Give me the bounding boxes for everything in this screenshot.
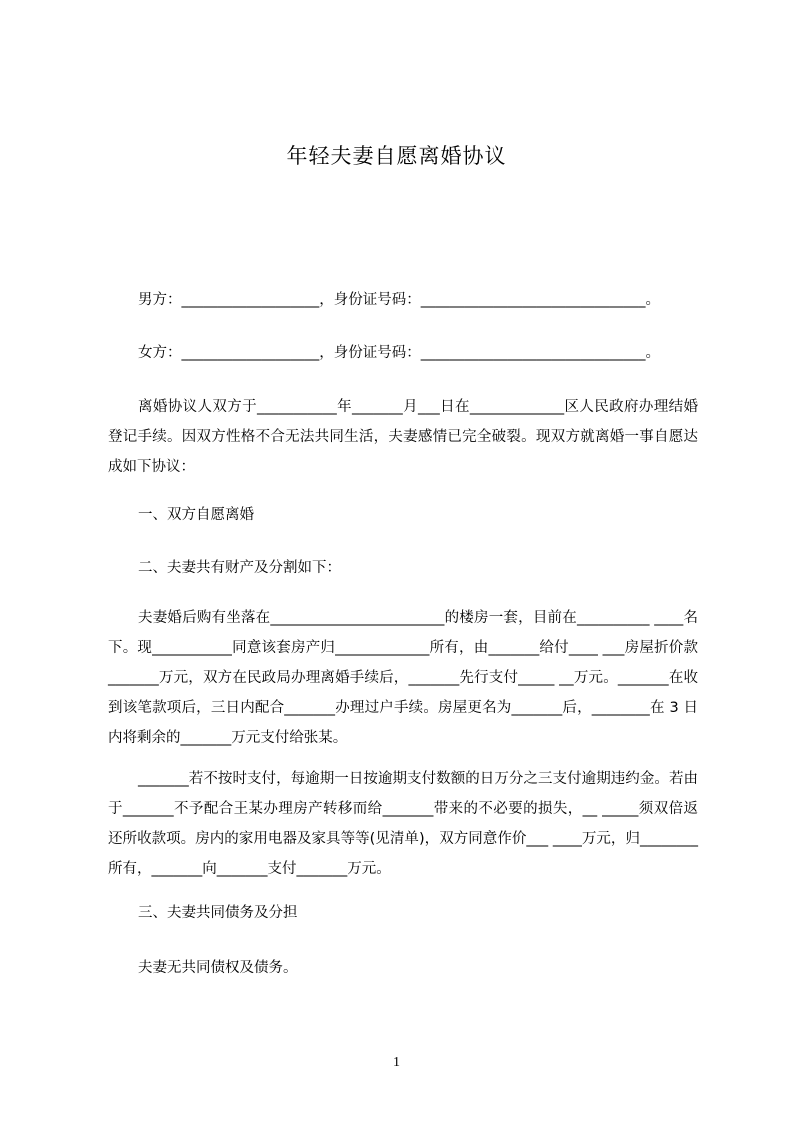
debt-paragraph: 夫妻无共同债权及债务。 xyxy=(138,960,298,976)
section-heading-2: 二、夫妻共有财产及分割如下： xyxy=(138,560,341,576)
penalty-paragraph: _______若不按时支付，每逾期一日按逾期支付数额的日万分之三支付逾期违约金。若由于_______不予配合王某办理房产转移而给_______带来的不必要的损失，__ _____须双倍返还所收款项。房内的家用电器及家具等等(见清单)，双方同意作价___ ____万元，归________所有，_______向_______支付_______万元。 xyxy=(108,771,698,877)
husband-info-line: 男方：___________________，身份证号码：_______________________________。 xyxy=(138,292,660,308)
wife-info-line: 女方：___________________，身份证号码：_______________________________。 xyxy=(138,345,660,361)
property-paragraph: 夫妻婚后购有坐落在________________________的楼房一套，目前在__________ ____名下。现___________同意该套房产归_____________所有，由_______给付____ ___房屋折价款_______万元，双方在民政局办理离婚手续后，_______先行支付_____ __万元。_______在收到该笔款项后，三日内配合_______办理过户手续。房屋更名为_______后，________在 3 日内将剩余的_______万元支付给张某。 xyxy=(108,610,698,746)
page-number: 1 xyxy=(393,1055,400,1070)
section-heading-1: 一、双方自愿离婚 xyxy=(138,507,254,523)
section-heading-3: 三、夫妻共同债务及分担 xyxy=(138,905,298,921)
document-title: 年轻夫妻自愿离婚协议 xyxy=(286,144,507,168)
intro-paragraph: 离婚协议人双方于___________年_______月___日在_____________区人民政府办理结婚登记手续。因双方性格不合无法共同生活，夫妻感情已完全破裂。现双方就离婚一事自愿达成如下协议： xyxy=(108,399,698,475)
